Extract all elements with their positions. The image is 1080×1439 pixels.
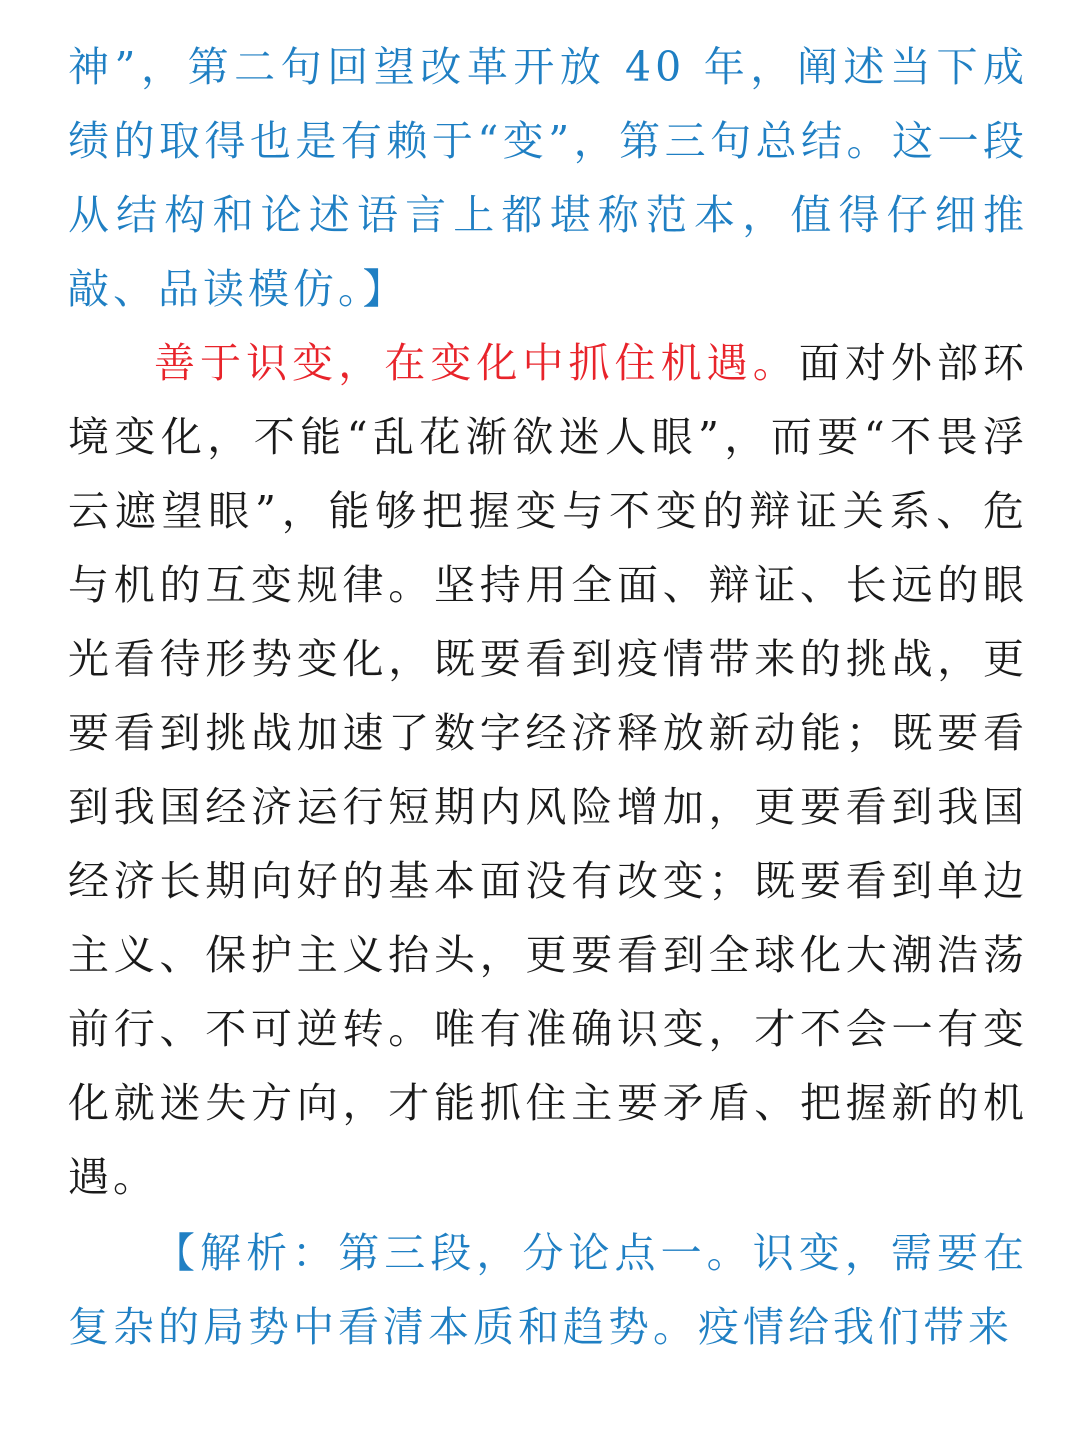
analysis-paragraph-continued: 神”，第二句回望改革开放 40 年，阐述当下成绩的取得也是有赖于“变”，第三句总结。这一段从结构和论述语言上都堪称范本，值得仔细推敲、品读模仿。】	[68, 43, 1028, 313]
main-paragraph	[68, 326, 1028, 1214]
analysis-paragraph-3: 【解析：第三段，分论点一。识变，需要在复杂的局势中看清本质和趋势。疫情给我们带来	[68, 1229, 1028, 1351]
paragraph-heading: 善于识变，在变化中抓住机遇。	[154, 339, 799, 387]
paragraph-body: 面对外部环境变化，不能“乱花渐欲迷人眼”，而要“不畏浮云遮望眼”，能够把握变与不变的辩证关系、危与机的互变规律。坚持用全面、辩证、长远的眼光看待形势变化，既要看到疫情带来的挑战，更要看到挑战加速了数字经济释放新动能；既要看到我国经济运行短期内风险增加，更要看到我国经济长期向好的基本面没有改变；既要看到单边主义、保护主义抬头，更要看到全球化大潮浩荡前行、不可逆转。唯有准确识变，才不会一有变化就迷失方向，才能抓住主要矛盾、把握新的机遇。	[68, 339, 1029, 1201]
